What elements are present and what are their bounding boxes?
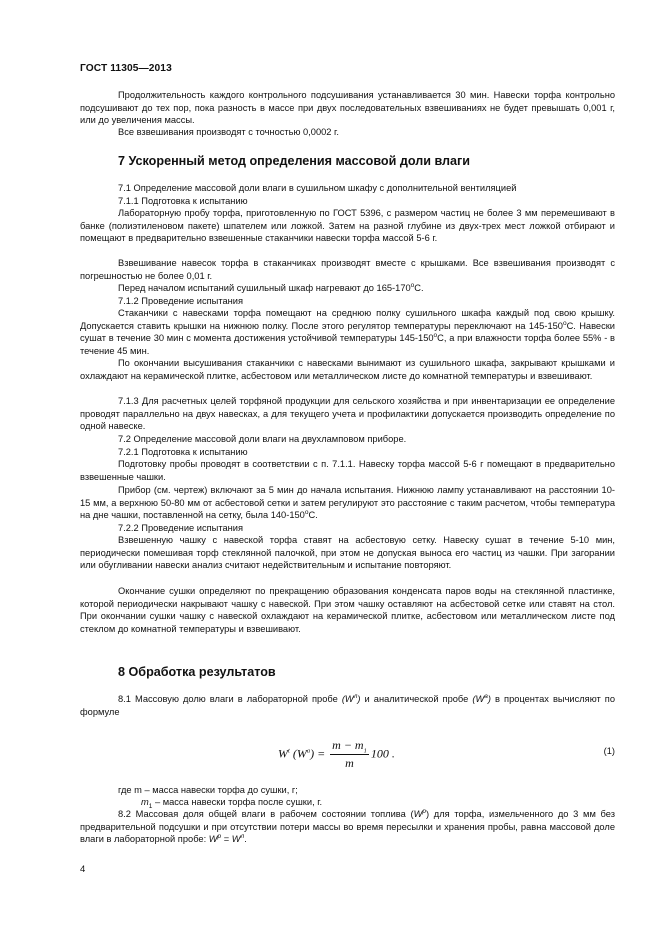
paragraph: Окончание сушки определяют по прекращению образования конденсата паров воды на стеклянной пластинке, которой периодически накрывают чашку с навеской. При этом чашку оставляют на асбестовой сетке или ставят на стол. При окончании сушки чашку с навеской охлаждают на керамической плитке, асбестовом или металлическом листе под стеклом до комнатной температуры и взвешивают. xyxy=(80,586,615,634)
paragraph: Взвешивание навесок торфа в стаканчиках производят вместе с крышками. Все взвешивания производят с погрешностью не более 0,01 г. xyxy=(80,258,615,281)
subsection-title: 7.2.1 Подготовка к испытанию xyxy=(118,447,248,457)
document-header: ГОСТ 11305—2013 xyxy=(80,63,172,74)
section-heading-7: 7 Ускоренный метод определения массовой доли влаги xyxy=(118,154,471,168)
variable-definition: $m_1$ – масса навески торфа после сушки, г. xyxy=(141,797,323,810)
subsection-title: 7.1.1 Подготовка к испытанию xyxy=(118,196,248,206)
paragraph: 8.2 Массовая доля общей влаги в рабочем состоянии топлива $(W^р)$ для торфа, измельченного до 3 мм без предварительной подсушки и при отсутствии потери массы во время пересылки и хранения пробы, равна массовой доле влаги в лабораторной пробе: $W^р = W^л$. xyxy=(80,807,615,844)
paragraph: 7.1.3 Для расчетных целей торфяной продукции для сельского хозяйства и при инвентаризации ее определение проводят параллельно на двух навесках, а для текущего учета и профилактики допускается производить определение по одной навеске. xyxy=(80,396,615,431)
paragraph: Прибор (см. чертеж) включают за 5 мин до начала испытания. Нижнюю лампу устанавливают на расстоянии 10-15 мм, а верхнюю 50-80 мм от асбестовой сетки и затем регулируют это расстояние с таким расчетом, чтобы температура на дне чашки, поставленной на сетку, была 140-150$^o$С. xyxy=(80,485,615,520)
paragraph: 7.2 Определение массовой доли влаги на двухламповом приборе. xyxy=(118,434,407,444)
variable-definition: где m – масса навески торфа до сушки, г; xyxy=(118,785,298,795)
subsection-title: 7.1.2 Проведение испытания xyxy=(118,296,244,306)
formula-denominator: m xyxy=(345,756,354,770)
subsection-title: 7.2.2 Проведение испытания xyxy=(118,523,244,533)
paragraph: Стаканчики с навесками торфа помещают на среднюю полку сушильного шкафа каждый под свою крышку. Допускается ставить крышки на нижнюю полку. После этого регулятор температуры переключают на 145-150$^o$С. Навески сушат в течение 30 мин с момента достижения устойчивой температуры 145-150$^o$С, а при влажности торфа более 55% - в течение 45 мин. xyxy=(80,308,615,356)
formula-fraction xyxy=(330,738,369,771)
paragraph: Все взвешивания производят с точностью 0,0002 г. xyxy=(118,127,339,137)
paragraph: Лабораторную пробу торфа, приготовленную по ГОСТ 5396, с размером частиц не более 3 мм перемешивают в банке (полиэтиленовом пакете) шпателем или ложкой. Затем на разной глубине из двух-трех мест ложкой отбирают и помещают в предварительно взвешенные стаканчики навески торфа массой 5-6 г. xyxy=(80,208,615,243)
formula-number: (1) xyxy=(603,746,615,756)
paragraph: Подготовку пробы проводят в соответствии с п. 7.1.1. Навеску торфа массой 5-6 г помещают в предварительно взвешенные чашки. xyxy=(80,459,615,482)
page-number: 4 xyxy=(80,864,86,875)
moisture-formula: $W^t$ $(W^a)$ = $\frac{m - m_1}{m}$ 100 . xyxy=(278,738,395,770)
paragraph: По окончании высушивания стаканчики с навесками вынимают из сушильного шкафа, закрывают крышками и охлаждают на керамической плитке, асбестовом или металлическом листе до комнатной температуры и взвешивают. xyxy=(80,358,615,381)
paragraph: 8.1 Массовую долю влаги в лабораторной пробе $(W^л)$ и аналитической пробе $(W^a)$ в процентах вычисляют по формуле xyxy=(80,692,615,717)
formula-numerator: $m - m_1$ xyxy=(332,738,367,755)
paragraph: Взвешенную чашку с навеской торфа ставят на асбестовую сетку. Навеску сушат в течение 5-10 мин, периодически помешивая торф стеклянной палочкой, при этом не допуская выноса его частиц из чашки. При загорании или обугливании навески анализ считают недействительным и испытание повторяют. xyxy=(80,535,615,570)
paragraph: Продолжительность каждого контрольного подсушивания устанавливается 30 мин. Навески торфа контрольно подсушивают до тех пор, пока разность в массе при двух последовательных взвешиваниях не будет превышать 0,001 г, или до увеличения массы. xyxy=(80,90,615,125)
paragraph: 7.1 Определение массовой доли влаги в сушильном шкафу с дополнительной вентиляцией xyxy=(118,183,517,193)
paragraph: Перед началом испытаний сушильный шкаф нагревают до 165-170$^o$С. xyxy=(118,281,424,293)
section-heading-8: 8 Обработка результатов xyxy=(118,665,276,679)
